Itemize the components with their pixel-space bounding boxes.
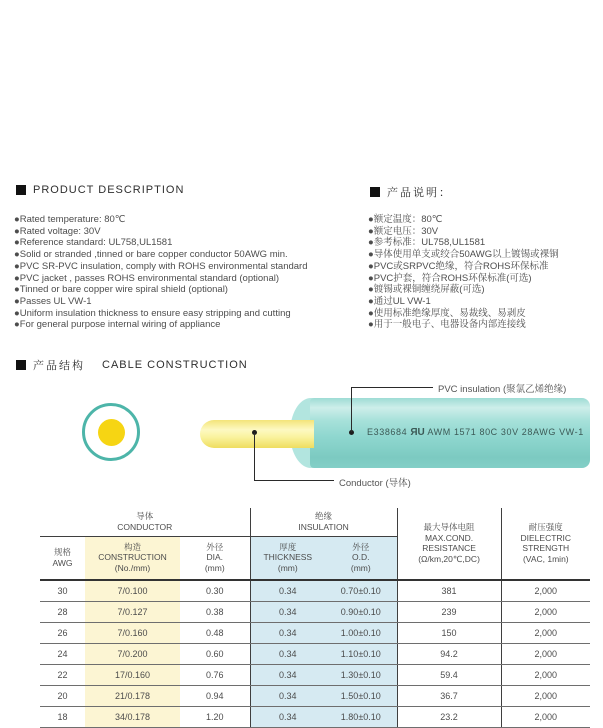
table-cell: 23.2 — [397, 706, 501, 727]
spec-item: ●Solid or stranded ,tinned or bare copper conductor 50AWG min. — [14, 249, 288, 261]
table-cell: 0.34 — [250, 601, 325, 622]
col-header-construction: 构造 CONSTRUCTION (No./mm) — [85, 536, 180, 580]
table-cell: 0.76 — [180, 664, 250, 685]
col-header-resistance: 最大导体电阻 MAX.COND. RESISTANCE (Ω/km,20℃,DC) — [397, 508, 501, 580]
table-cell: 0.34 — [250, 706, 325, 727]
product-description-heading — [16, 184, 184, 196]
spec-item-cn: ●使用标准绝缘厚度、易裁线、易剥皮 — [368, 307, 526, 319]
product-notes-heading — [370, 184, 452, 200]
table-row — [40, 580, 590, 602]
construction-title-en: CABLE CONSTRUCTION — [102, 359, 248, 371]
product-notes-list — [368, 214, 600, 331]
table-cell: 0.38 — [180, 601, 250, 622]
table-cell: 7/0.200 — [85, 643, 180, 664]
spec-item: ●PVC jacket , passes ROHS environmental standard (optional) — [14, 272, 279, 284]
ul-recognized-mark-icon: ЯU — [410, 427, 425, 438]
spec-item-cn: ●通过UL VW-1 — [368, 295, 431, 307]
table-cell: 18 — [40, 706, 85, 727]
spec-item-cn: ●镀锡或裸铜缠绕屏蔽(可选) — [368, 284, 485, 296]
cable-rating-text: AWM 1571 80C 30V 28AWG VW-1 — [427, 427, 584, 437]
spec-item-cn: ●额定温度：80℃ — [368, 214, 443, 225]
table-cell: 34/0.178 — [85, 706, 180, 727]
conductor-core-icon — [98, 419, 125, 446]
table-cell: 0.34 — [250, 580, 325, 602]
table-cell: 21/0.178 — [85, 685, 180, 706]
black-square-icon — [370, 187, 380, 197]
cable-construction-heading — [16, 357, 248, 373]
table-cell: 1.80±0.10 — [325, 706, 397, 727]
leader-line — [351, 387, 433, 388]
conductor-rod — [200, 420, 314, 448]
spec-item-cn: ●PVC或SRPVC绝缘，符合ROHS环保标准 — [368, 260, 549, 272]
table-cell: 28 — [40, 601, 85, 622]
ul-file-number: E338684 — [367, 427, 408, 437]
table-cell: 0.94 — [180, 685, 250, 706]
table-cell: 0.34 — [250, 622, 325, 643]
table-cell: 7/0.100 — [85, 580, 180, 602]
product-description-title: PRODUCT DESCRIPTION — [33, 184, 185, 196]
cable-print-text — [367, 427, 584, 438]
group-conductor: 导体 CONDUCTOR — [40, 508, 250, 536]
col-header-od: 外径 O.D. (mm) — [325, 536, 397, 580]
table-cell: 0.34 — [250, 664, 325, 685]
leader-line — [351, 387, 352, 432]
table-cell: 0.30 — [180, 580, 250, 602]
table-cell: 94.2 — [397, 643, 501, 664]
table-cell: 239 — [397, 601, 501, 622]
spec-table — [40, 508, 590, 728]
table-cell: 2,000 — [501, 622, 590, 643]
table-cell: 22 — [40, 664, 85, 685]
table-row — [40, 622, 590, 643]
spec-item: ●Tinned or bare copper wire spiral shield (optional) — [14, 284, 228, 296]
table-cell: 26 — [40, 622, 85, 643]
spec-item: ●Uniform insulation thickness to ensure easy stripping and cutting — [14, 307, 291, 319]
table-cell: 0.34 — [250, 685, 325, 706]
spec-item: ●Rated temperature: 80℃ — [14, 214, 126, 225]
table-cell: 0.34 — [250, 643, 325, 664]
table-cell: 30 — [40, 580, 85, 602]
col-header-awg: 规格 AWG — [40, 536, 85, 580]
table-cell: 1.50±0.10 — [325, 685, 397, 706]
table-row — [40, 664, 590, 685]
construction-title-cn: 产品结构 — [33, 360, 85, 372]
table-cell: 24 — [40, 643, 85, 664]
table-row — [40, 643, 590, 664]
insulation-label: PVC insulation (聚氯乙烯绝缘) — [438, 384, 567, 395]
product-notes-title: 产品说明： — [387, 187, 452, 199]
spec-item: ●PVC SR-PVC insulation, comply with ROHS environmental standard — [14, 260, 308, 272]
spec-item-cn: ●PVC护套，符合ROHS环保标准(可选) — [368, 272, 532, 284]
spec-item-cn: ●导体使用单支或绞合50AWG以上镀锡或裸铜 — [368, 249, 559, 261]
table-cell: 2,000 — [501, 685, 590, 706]
table-group-header-row — [40, 508, 590, 536]
table-cell: 59.4 — [397, 664, 501, 685]
table-cell: 0.70±0.10 — [325, 580, 397, 602]
table-cell: 0.48 — [180, 622, 250, 643]
spec-item: ●Reference standard: UL758,UL1581 — [14, 237, 173, 249]
table-cell: 1.10±0.10 — [325, 643, 397, 664]
leader-line — [254, 433, 255, 481]
spec-item: ●Rated voltage: 30V — [14, 225, 101, 237]
table-row — [40, 706, 590, 727]
black-square-icon — [16, 360, 26, 370]
cable-cross-section — [82, 403, 140, 461]
spec-item-cn: ●用于一般电子、电器设备内部连接线 — [368, 319, 526, 331]
table-cell: 0.90±0.10 — [325, 601, 397, 622]
table-cell: 0.60 — [180, 643, 250, 664]
col-header-dia: 外径 DIA. (mm) — [180, 536, 250, 580]
group-insulation: 绝缘 INSULATION — [250, 508, 397, 536]
spec-item: ●For general purpose internal wiring of appliance — [14, 319, 221, 331]
black-square-icon — [16, 185, 26, 195]
product-description-list — [14, 214, 366, 331]
spec-item: ●Passes UL VW-1 — [14, 295, 92, 307]
table-cell: 7/0.127 — [85, 601, 180, 622]
table-cell: 2,000 — [501, 601, 590, 622]
conductor-label: Conductor (导体) — [339, 478, 411, 489]
spec-item-cn: ●参考标准：UL758,UL1581 — [368, 237, 486, 249]
spec-item-cn: ●额定电压：30V — [368, 225, 439, 237]
table-cell: 7/0.160 — [85, 622, 180, 643]
table-cell: 2,000 — [501, 706, 590, 727]
table-cell: 2,000 — [501, 580, 590, 602]
table-cell: 17/0.160 — [85, 664, 180, 685]
table-cell: 150 — [397, 622, 501, 643]
table-cell: 20 — [40, 685, 85, 706]
table-cell: 2,000 — [501, 643, 590, 664]
table-row — [40, 601, 590, 622]
col-header-thickness: 厚度 THICKNESS (mm) — [250, 536, 325, 580]
table-cell: 2,000 — [501, 664, 590, 685]
col-header-dielectric: 耐压强度 DIELECTRIC STRENGTH (VAC, 1min) — [501, 508, 590, 580]
table-cell: 381 — [397, 580, 501, 602]
leader-line — [254, 480, 334, 481]
table-cell: 1.00±0.10 — [325, 622, 397, 643]
table-row — [40, 685, 590, 706]
table-cell: 1.20 — [180, 706, 250, 727]
table-cell: 36.7 — [397, 685, 501, 706]
table-cell: 1.30±0.10 — [325, 664, 397, 685]
